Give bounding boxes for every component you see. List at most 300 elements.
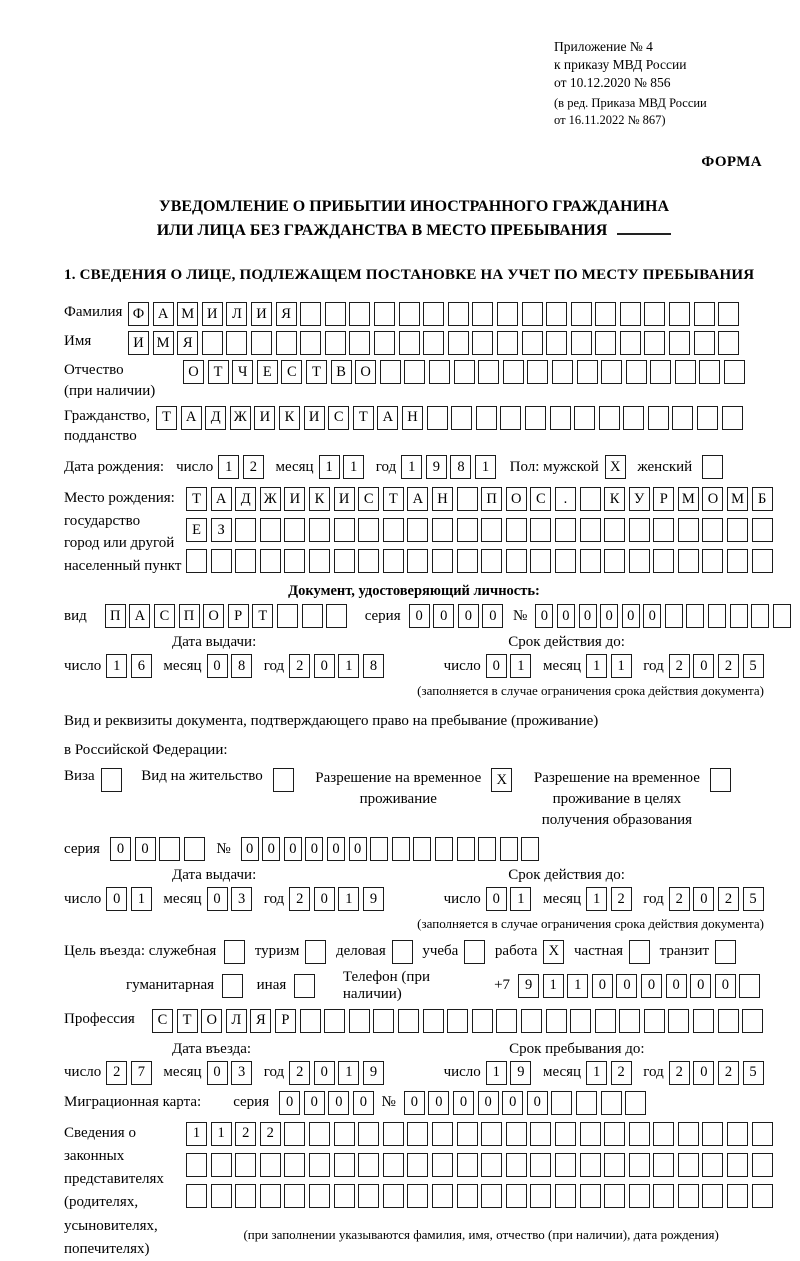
- char-cell[interactable]: [435, 837, 453, 861]
- char-cell[interactable]: [284, 1122, 305, 1146]
- char-cell[interactable]: [374, 331, 395, 355]
- char-cell[interactable]: [432, 518, 453, 542]
- char-cell[interactable]: [530, 549, 551, 573]
- char-cell[interactable]: Т: [353, 406, 374, 430]
- char-cell[interactable]: [555, 1184, 576, 1208]
- char-cell[interactable]: [718, 331, 739, 355]
- char-cell[interactable]: Я: [250, 1009, 271, 1033]
- char-cell[interactable]: Р: [653, 487, 674, 511]
- char-cell[interactable]: К: [604, 487, 625, 511]
- char-cell[interactable]: [653, 518, 674, 542]
- char-cell[interactable]: [506, 518, 527, 542]
- char-cell[interactable]: 1: [218, 455, 239, 479]
- char-cell[interactable]: 3: [231, 887, 252, 911]
- char-cell[interactable]: [576, 1091, 597, 1115]
- char-cell[interactable]: [496, 1009, 517, 1033]
- char-cell[interactable]: [407, 1184, 428, 1208]
- char-cell[interactable]: 8: [450, 455, 471, 479]
- char-cell[interactable]: [472, 331, 493, 355]
- char-cell[interactable]: [577, 360, 598, 384]
- char-cell[interactable]: [186, 1184, 207, 1208]
- char-cell[interactable]: [432, 1153, 453, 1177]
- char-cell[interactable]: 9: [518, 974, 539, 998]
- char-cell[interactable]: [724, 360, 745, 384]
- char-cell[interactable]: 1: [510, 654, 531, 678]
- char-cell[interactable]: [500, 406, 521, 430]
- char-cell[interactable]: 0: [486, 887, 507, 911]
- char-cell[interactable]: 0: [110, 837, 131, 861]
- char-cell[interactable]: Т: [208, 360, 229, 384]
- char-cell[interactable]: [619, 1009, 640, 1033]
- char-cell[interactable]: Е: [257, 360, 278, 384]
- char-cell[interactable]: [546, 331, 567, 355]
- char-cell[interactable]: [497, 331, 518, 355]
- char-cell[interactable]: [629, 1122, 650, 1146]
- char-cell[interactable]: [481, 549, 502, 573]
- char-cell[interactable]: 2: [669, 1061, 690, 1085]
- char-cell[interactable]: 1: [510, 887, 531, 911]
- temp-residence-cell[interactable]: X: [491, 768, 512, 792]
- char-cell[interactable]: З: [211, 518, 232, 542]
- char-cell[interactable]: Р: [228, 604, 249, 628]
- char-cell[interactable]: [383, 1184, 404, 1208]
- char-cell[interactable]: [672, 406, 693, 430]
- char-cell[interactable]: [599, 406, 620, 430]
- char-cell[interactable]: [644, 302, 665, 326]
- char-cell[interactable]: [251, 331, 272, 355]
- char-cell[interactable]: Р: [275, 1009, 296, 1033]
- char-cell[interactable]: [653, 1184, 674, 1208]
- char-cell[interactable]: 0: [527, 1091, 548, 1115]
- char-cell[interactable]: [752, 518, 773, 542]
- char-cell[interactable]: [284, 1184, 305, 1208]
- char-cell[interactable]: [668, 1009, 689, 1033]
- char-cell[interactable]: [521, 1009, 542, 1033]
- char-cell[interactable]: [595, 302, 616, 326]
- char-cell[interactable]: [448, 302, 469, 326]
- char-cell[interactable]: [727, 1184, 748, 1208]
- char-cell[interactable]: 0: [241, 837, 259, 861]
- char-cell[interactable]: [325, 302, 346, 326]
- char-cell[interactable]: 2: [611, 1061, 632, 1085]
- char-cell[interactable]: И: [284, 487, 305, 511]
- purpose-private-cell[interactable]: [629, 940, 650, 964]
- char-cell[interactable]: [448, 331, 469, 355]
- char-cell[interactable]: [699, 360, 720, 384]
- char-cell[interactable]: [478, 360, 499, 384]
- char-cell[interactable]: [457, 1184, 478, 1208]
- char-cell[interactable]: [694, 302, 715, 326]
- char-cell[interactable]: [392, 837, 410, 861]
- char-cell[interactable]: И: [251, 302, 272, 326]
- char-cell[interactable]: [481, 1153, 502, 1177]
- char-cell[interactable]: 2: [289, 887, 310, 911]
- char-cell[interactable]: [702, 549, 723, 573]
- char-cell[interactable]: [407, 549, 428, 573]
- purpose-work-cell[interactable]: X: [543, 940, 564, 964]
- char-cell[interactable]: 1: [567, 974, 588, 998]
- char-cell[interactable]: [300, 302, 321, 326]
- char-cell[interactable]: [697, 406, 718, 430]
- char-cell[interactable]: П: [105, 604, 126, 628]
- char-cell[interactable]: О: [702, 487, 723, 511]
- char-cell[interactable]: 8: [363, 654, 384, 678]
- char-cell[interactable]: [727, 518, 748, 542]
- char-cell[interactable]: 0: [314, 654, 335, 678]
- char-cell[interactable]: [694, 331, 715, 355]
- purpose-other-cell[interactable]: [294, 974, 315, 998]
- char-cell[interactable]: Т: [306, 360, 327, 384]
- char-cell[interactable]: [334, 518, 355, 542]
- char-cell[interactable]: 2: [718, 887, 739, 911]
- char-cell[interactable]: [497, 302, 518, 326]
- char-cell[interactable]: [159, 837, 180, 861]
- char-cell[interactable]: [260, 1153, 281, 1177]
- char-cell[interactable]: 0: [207, 1061, 228, 1085]
- char-cell[interactable]: Т: [177, 1009, 198, 1033]
- char-cell[interactable]: 0: [715, 974, 736, 998]
- char-cell[interactable]: У: [629, 487, 650, 511]
- char-cell[interactable]: [235, 1184, 256, 1208]
- char-cell[interactable]: Б: [752, 487, 773, 511]
- char-cell[interactable]: 1: [586, 887, 607, 911]
- char-cell[interactable]: [752, 1122, 773, 1146]
- char-cell[interactable]: [552, 360, 573, 384]
- char-cell[interactable]: [407, 518, 428, 542]
- char-cell[interactable]: [358, 518, 379, 542]
- char-cell[interactable]: К: [309, 487, 330, 511]
- char-cell[interactable]: [550, 406, 571, 430]
- char-cell[interactable]: [580, 1122, 601, 1146]
- char-cell[interactable]: [349, 1009, 370, 1033]
- char-cell[interactable]: 2: [669, 654, 690, 678]
- char-cell[interactable]: [546, 1009, 567, 1033]
- char-cell[interactable]: [457, 837, 475, 861]
- char-cell[interactable]: [669, 302, 690, 326]
- char-cell[interactable]: Я: [177, 331, 198, 355]
- char-cell[interactable]: [580, 1153, 601, 1177]
- char-cell[interactable]: Ж: [260, 487, 281, 511]
- char-cell[interactable]: 0: [502, 1091, 523, 1115]
- char-cell[interactable]: [423, 331, 444, 355]
- char-cell[interactable]: 0: [328, 1091, 349, 1115]
- char-cell[interactable]: [678, 518, 699, 542]
- char-cell[interactable]: [604, 1184, 625, 1208]
- char-cell[interactable]: Д: [205, 406, 226, 430]
- char-cell[interactable]: [260, 549, 281, 573]
- purpose-humanitarian-cell[interactable]: [222, 974, 243, 998]
- char-cell[interactable]: [727, 1153, 748, 1177]
- char-cell[interactable]: [702, 1122, 723, 1146]
- char-cell[interactable]: Д: [235, 487, 256, 511]
- char-cell[interactable]: 2: [243, 455, 264, 479]
- char-cell[interactable]: [457, 487, 478, 511]
- char-cell[interactable]: [309, 1153, 330, 1177]
- char-cell[interactable]: [623, 406, 644, 430]
- char-cell[interactable]: [629, 1153, 650, 1177]
- char-cell[interactable]: [653, 1122, 674, 1146]
- char-cell[interactable]: 0: [314, 887, 335, 911]
- char-cell[interactable]: 0: [486, 654, 507, 678]
- char-cell[interactable]: [653, 1153, 674, 1177]
- char-cell[interactable]: [451, 406, 472, 430]
- char-cell[interactable]: С: [152, 1009, 173, 1033]
- char-cell[interactable]: [675, 360, 696, 384]
- char-cell[interactable]: [432, 1184, 453, 1208]
- char-cell[interactable]: [678, 549, 699, 573]
- char-cell[interactable]: [604, 518, 625, 542]
- char-cell[interactable]: [648, 406, 669, 430]
- char-cell[interactable]: Н: [432, 487, 453, 511]
- purpose-transit-cell[interactable]: [715, 940, 736, 964]
- char-cell[interactable]: 1: [475, 455, 496, 479]
- char-cell[interactable]: 0: [349, 837, 367, 861]
- char-cell[interactable]: 2: [106, 1061, 127, 1085]
- char-cell[interactable]: 2: [669, 887, 690, 911]
- char-cell[interactable]: [309, 518, 330, 542]
- char-cell[interactable]: 0: [207, 654, 228, 678]
- char-cell[interactable]: [457, 549, 478, 573]
- char-cell[interactable]: [644, 1009, 665, 1033]
- char-cell[interactable]: [309, 549, 330, 573]
- char-cell[interactable]: 1: [211, 1122, 232, 1146]
- char-cell[interactable]: М: [177, 302, 198, 326]
- char-cell[interactable]: [235, 549, 256, 573]
- char-cell[interactable]: [571, 302, 592, 326]
- char-cell[interactable]: [383, 1122, 404, 1146]
- char-cell[interactable]: [752, 549, 773, 573]
- visa-cell[interactable]: [101, 768, 122, 792]
- char-cell[interactable]: К: [279, 406, 300, 430]
- char-cell[interactable]: [551, 1091, 572, 1115]
- char-cell[interactable]: 0: [600, 604, 618, 628]
- char-cell[interactable]: [432, 1122, 453, 1146]
- char-cell[interactable]: [601, 360, 622, 384]
- purpose-study-cell[interactable]: [464, 940, 485, 964]
- char-cell[interactable]: [358, 1184, 379, 1208]
- char-cell[interactable]: 1: [486, 1061, 507, 1085]
- char-cell[interactable]: 9: [363, 1061, 384, 1085]
- char-cell[interactable]: 1: [319, 455, 340, 479]
- char-cell[interactable]: [300, 331, 321, 355]
- char-cell[interactable]: 0: [207, 887, 228, 911]
- char-cell[interactable]: [423, 1009, 444, 1033]
- char-cell[interactable]: В: [331, 360, 352, 384]
- char-cell[interactable]: 0: [482, 604, 503, 628]
- char-cell[interactable]: Т: [156, 406, 177, 430]
- char-cell[interactable]: С: [281, 360, 302, 384]
- char-cell[interactable]: [506, 1153, 527, 1177]
- char-cell[interactable]: [309, 1122, 330, 1146]
- char-cell[interactable]: [383, 1153, 404, 1177]
- char-cell[interactable]: [349, 302, 370, 326]
- char-cell[interactable]: 1: [543, 974, 564, 998]
- char-cell[interactable]: [718, 302, 739, 326]
- char-cell[interactable]: [309, 1184, 330, 1208]
- char-cell[interactable]: 2: [289, 654, 310, 678]
- char-cell[interactable]: 1: [401, 455, 422, 479]
- char-cell[interactable]: Ж: [230, 406, 251, 430]
- char-cell[interactable]: [481, 518, 502, 542]
- char-cell[interactable]: [626, 360, 647, 384]
- char-cell[interactable]: [702, 518, 723, 542]
- char-cell[interactable]: 8: [231, 654, 252, 678]
- char-cell[interactable]: [373, 1009, 394, 1033]
- char-cell[interactable]: 2: [289, 1061, 310, 1085]
- char-cell[interactable]: [604, 1153, 625, 1177]
- char-cell[interactable]: 0: [643, 604, 661, 628]
- char-cell[interactable]: [302, 604, 323, 628]
- char-cell[interactable]: Н: [402, 406, 423, 430]
- char-cell[interactable]: [625, 1091, 646, 1115]
- char-cell[interactable]: 0: [135, 837, 156, 861]
- char-cell[interactable]: А: [181, 406, 202, 430]
- purpose-tourism-cell[interactable]: [305, 940, 326, 964]
- char-cell[interactable]: 0: [304, 1091, 325, 1115]
- char-cell[interactable]: П: [481, 487, 502, 511]
- char-cell[interactable]: [457, 518, 478, 542]
- char-cell[interactable]: [722, 406, 743, 430]
- char-cell[interactable]: [665, 604, 683, 628]
- char-cell[interactable]: [380, 360, 401, 384]
- char-cell[interactable]: [500, 837, 518, 861]
- char-cell[interactable]: [334, 1184, 355, 1208]
- purpose-official-cell[interactable]: [224, 940, 245, 964]
- char-cell[interactable]: [472, 302, 493, 326]
- char-cell[interactable]: Л: [226, 302, 247, 326]
- char-cell[interactable]: 5: [743, 654, 764, 678]
- char-cell[interactable]: [284, 1153, 305, 1177]
- char-cell[interactable]: [427, 406, 448, 430]
- char-cell[interactable]: 0: [693, 887, 714, 911]
- char-cell[interactable]: [693, 1009, 714, 1033]
- char-cell[interactable]: [669, 331, 690, 355]
- char-cell[interactable]: [276, 331, 297, 355]
- char-cell[interactable]: [653, 549, 674, 573]
- char-cell[interactable]: [349, 331, 370, 355]
- char-cell[interactable]: [358, 1153, 379, 1177]
- char-cell[interactable]: 0: [409, 604, 430, 628]
- char-cell[interactable]: [555, 518, 576, 542]
- char-cell[interactable]: С: [530, 487, 551, 511]
- char-cell[interactable]: [570, 1009, 591, 1033]
- char-cell[interactable]: 0: [314, 1061, 335, 1085]
- char-cell[interactable]: [555, 1153, 576, 1177]
- temp-residence-edu-cell[interactable]: [710, 768, 731, 792]
- char-cell[interactable]: О: [201, 1009, 222, 1033]
- char-cell[interactable]: [506, 549, 527, 573]
- char-cell[interactable]: 1: [186, 1122, 207, 1146]
- residence-permit-cell[interactable]: [273, 768, 294, 792]
- char-cell[interactable]: 1: [338, 654, 359, 678]
- char-cell[interactable]: Л: [226, 1009, 247, 1033]
- char-cell[interactable]: 1: [131, 887, 152, 911]
- char-cell[interactable]: 7: [131, 1061, 152, 1085]
- char-cell[interactable]: 0: [279, 1091, 300, 1115]
- char-cell[interactable]: [629, 549, 650, 573]
- char-cell[interactable]: И: [304, 406, 325, 430]
- char-cell[interactable]: 0: [458, 604, 479, 628]
- char-cell[interactable]: [326, 604, 347, 628]
- char-cell[interactable]: [742, 1009, 763, 1033]
- char-cell[interactable]: 1: [586, 1061, 607, 1085]
- char-cell[interactable]: А: [377, 406, 398, 430]
- char-cell[interactable]: [447, 1009, 468, 1033]
- char-cell[interactable]: 0: [690, 974, 711, 998]
- char-cell[interactable]: [186, 1153, 207, 1177]
- char-cell[interactable]: [358, 549, 379, 573]
- char-cell[interactable]: 0: [428, 1091, 449, 1115]
- char-cell[interactable]: [398, 1009, 419, 1033]
- char-cell[interactable]: С: [154, 604, 175, 628]
- char-cell[interactable]: [718, 1009, 739, 1033]
- char-cell[interactable]: [235, 1153, 256, 1177]
- char-cell[interactable]: [739, 974, 760, 998]
- char-cell[interactable]: [730, 604, 748, 628]
- char-cell[interactable]: [457, 1153, 478, 1177]
- char-cell[interactable]: 0: [106, 887, 127, 911]
- char-cell[interactable]: [530, 1153, 551, 1177]
- char-cell[interactable]: [773, 604, 791, 628]
- char-cell[interactable]: [358, 1122, 379, 1146]
- char-cell[interactable]: [235, 518, 256, 542]
- char-cell[interactable]: Ч: [232, 360, 253, 384]
- char-cell[interactable]: 0: [305, 837, 323, 861]
- char-cell[interactable]: [727, 1122, 748, 1146]
- char-cell[interactable]: [211, 1153, 232, 1177]
- char-cell[interactable]: [260, 1184, 281, 1208]
- char-cell[interactable]: 0: [641, 974, 662, 998]
- char-cell[interactable]: [481, 1184, 502, 1208]
- char-cell[interactable]: [383, 549, 404, 573]
- char-cell[interactable]: 0: [693, 654, 714, 678]
- char-cell[interactable]: 0: [478, 1091, 499, 1115]
- char-cell[interactable]: 2: [235, 1122, 256, 1146]
- char-cell[interactable]: 9: [363, 887, 384, 911]
- char-cell[interactable]: [432, 549, 453, 573]
- char-cell[interactable]: 0: [433, 604, 454, 628]
- char-cell[interactable]: И: [254, 406, 275, 430]
- char-cell[interactable]: [580, 1184, 601, 1208]
- char-cell[interactable]: [370, 837, 388, 861]
- char-cell[interactable]: П: [179, 604, 200, 628]
- char-cell[interactable]: [580, 487, 601, 511]
- char-cell[interactable]: О: [355, 360, 376, 384]
- char-cell[interactable]: [686, 604, 704, 628]
- purpose-business-cell[interactable]: [392, 940, 413, 964]
- char-cell[interactable]: [334, 1122, 355, 1146]
- char-cell[interactable]: [530, 1184, 551, 1208]
- char-cell[interactable]: [211, 549, 232, 573]
- char-cell[interactable]: [574, 406, 595, 430]
- char-cell[interactable]: И: [128, 331, 149, 355]
- char-cell[interactable]: С: [358, 487, 379, 511]
- char-cell[interactable]: 1: [338, 887, 359, 911]
- char-cell[interactable]: .: [555, 487, 576, 511]
- char-cell[interactable]: [202, 331, 223, 355]
- char-cell[interactable]: [571, 331, 592, 355]
- char-cell[interactable]: [472, 1009, 493, 1033]
- char-cell[interactable]: [454, 360, 475, 384]
- char-cell[interactable]: [580, 549, 601, 573]
- char-cell[interactable]: [404, 360, 425, 384]
- char-cell[interactable]: [211, 1184, 232, 1208]
- char-cell[interactable]: М: [727, 487, 748, 511]
- char-cell[interactable]: [186, 549, 207, 573]
- char-cell[interactable]: [506, 1122, 527, 1146]
- char-cell[interactable]: [629, 1184, 650, 1208]
- char-cell[interactable]: [752, 1153, 773, 1177]
